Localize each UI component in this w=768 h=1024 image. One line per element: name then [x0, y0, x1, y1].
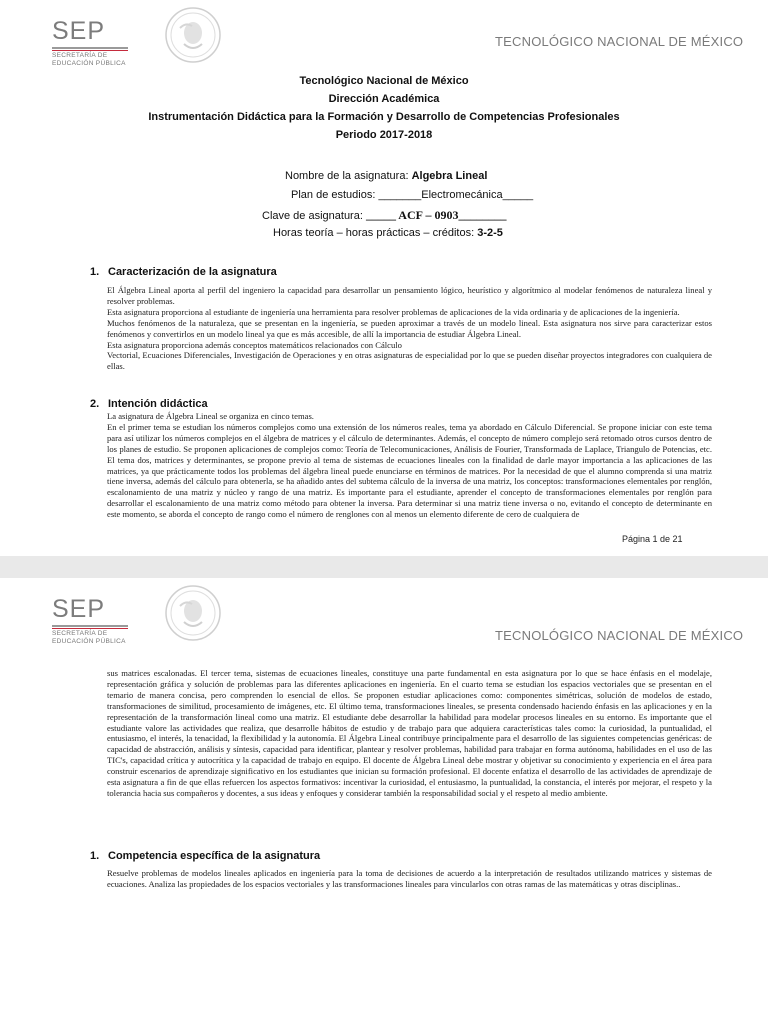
- sep-logo-subtitle: [52, 52, 126, 68]
- paragraph: Muchos fenómenos de la naturaleza, que se presentan en la ingeniería, se pueden aproximar a través de un modelo lineal. Esta asignatura nos sirve para caracterizar estos fenómenos y convertirlos en un modelo lineal ya que es más accesible, de allí la importancia de estudiar Álgebra Lineal.: [107, 317, 712, 339]
- paragraph: sus matrices escalonadas. El tercer tema, sistemas de ecuaciones lineales, constituye una parte fundamental en esta asignatura por lo que se hace énfasis en el modelaje, representación gráfica y solución de problemas para las diferentes aplicaciones en ingeniería. En el cuarto tema se estudian los espacios vectoriales que se presentan en el temario de manera concisa, pero comprenden lo esencial de ellos. Se proponen estudiar aplicaciones como: componentes simétricas, solución de modelos de estado, transformaciones de similitud, procesamiento de imágenes, etc. El último tema, transformaciones lineales, se presenta condensado haciendo énfasis en las aplicaciones y en la representación de la transformación lineal como una matriz. El estudiante debe desarrollar la habilidad para modelar procesos lineales en su entorno. Es importante que el estudiante valore las actividades que realiza, que desarrolle hábitos de estudio y de trabajo para que adquiera características tales como: la curiosidad, la puntualidad, el entusiasmo, el interés, la tenacidad, la flexibilidad y la autonomía. El Álgebra Lineal contribuye principalmente para el desarrollo de las siguientes competencias genéricas: de capacidad de abstracción, análisis y síntesis, capacidad para identificar, plantear y resolver problemas, habilidad para trabajar en forma autónoma, habilidades en el uso de las TIC's, capacidad crítica y autocrítica y la capacidad de trabajo en equipo. El docente de Álgebra Lineal debe mostrar y objetivar su conocimiento y experiencia en el área para construir escenarios de aprendizaje significativo en los estudiantes que inician su formación profesional. El docente enfatiza el desarrollo de las actividades de aprendizaje de esta asignatura a fin de que ellas refuercen los aspectos formativos: incentivar la curiosidad, el entusiasmo, la puntualidad, la constancia, el interés por mejorar, el respeto y la tolerancia hacia sus compañeros y docentes, a sus ideas y enfoques y considerar también la responsabilidad social y el respeto al medio ambiente.: [107, 668, 712, 798]
- section-heading: [90, 266, 277, 278]
- hours-field: [273, 227, 503, 239]
- sep-logo-text: SEP: [52, 17, 106, 45]
- course-key-label: Clave de asignatura:: [262, 210, 366, 222]
- section-title: Competencia específica de la asignatura: [108, 850, 321, 862]
- course-name-field: [285, 170, 487, 182]
- sep-logo-sub-2: EDUCACIÓN PÚBLICA: [52, 638, 126, 645]
- page-gap: [0, 556, 768, 578]
- sep-logo-accent-rule: [52, 50, 128, 51]
- section-body: [107, 285, 712, 372]
- title-line-4: Periodo 2017-2018: [335, 129, 433, 141]
- section-heading: [90, 850, 320, 862]
- paragraph: La asignatura de Álgebra Lineal se organiza en cinco temas.: [107, 411, 314, 421]
- page-number: Página 1 de 21: [622, 534, 683, 544]
- title-line-1: Tecnológico Nacional de México: [299, 75, 469, 87]
- institution-name: TECNOLÓGICO NACIONAL DE MÉXICO: [495, 34, 744, 49]
- section-title: Intención didáctica: [108, 398, 208, 410]
- institution-name: TECNOLÓGICO NACIONAL DE MÉXICO: [495, 628, 744, 643]
- section-heading: [90, 398, 208, 410]
- paragraph: Esta asignatura proporciona al estudiante de ingeniería una herramienta para resolver problemas de aplicaciones de la vida ordinaria y de aplicaciones de la ingeniería.: [107, 306, 680, 317]
- course-name-label: Nombre de la asignatura:: [285, 170, 412, 182]
- sep-logo-subtitle: [52, 630, 126, 646]
- paragraph: El Álgebra Lineal aporta al perfil del ingeniero la capacidad para desarrollar un pensamiento lógico, heurístico y algorítmico al modelar fenómenos de naturaleza lineal y resolver problemas.: [107, 285, 712, 306]
- section-body-continued: [107, 668, 712, 799]
- sep-logo-sub-2: EDUCACIÓN PÚBLICA: [52, 60, 126, 67]
- sep-logo-accent-rule: [52, 628, 128, 629]
- sep-logo: [52, 17, 164, 67]
- study-plan-label: Plan de estudios:: [291, 189, 379, 201]
- paragraph: Vectorial, Ecuaciones Diferenciales, Investigación de Operaciones y en otras asignaturas de especialidad por lo que se pueden diseñar proyectos integradores con cualquiera de ellas.: [107, 350, 712, 372]
- course-key-value: _____ ACF – 0903________: [365, 208, 507, 222]
- study-plan-value: _______Electromecánica_____: [378, 189, 534, 201]
- hours-label: Horas teoría – horas prácticas – créditos:: [273, 227, 478, 239]
- mexico-seal-icon: [164, 584, 222, 642]
- title-line-3: Instrumentación Didáctica para la Formación y Desarrollo de Competencias Profesionales: [148, 111, 620, 123]
- sep-logo: [52, 595, 164, 645]
- section-body: [107, 868, 712, 890]
- sep-logo-text: SEP: [52, 595, 106, 623]
- title-block: [0, 72, 768, 144]
- paragraph: Esta asignatura proporciona además conceptos matemáticos relacionados con Cálculo: [107, 339, 402, 350]
- mexico-seal-icon: [164, 6, 222, 64]
- sep-logo-sub-1: SECRETARÍA DE: [52, 52, 108, 59]
- section-body: [107, 411, 712, 531]
- paragraph: Resuelve problemas de modelos lineales aplicados en ingeniería para la toma de decisiones de acuerdo a la interpretación de resultados utilizando matrices y sistemas de ecuaciones. Analiza las propiedades de los espacios vectoriales y las transformaciones lineales para vincularlos con otras ramas de las matemáticas y otras disciplinas..: [107, 868, 712, 889]
- page-header: [0, 0, 768, 72]
- sep-logo-rule: [52, 47, 128, 49]
- sep-logo-sub-1: SECRETARÍA DE: [52, 630, 108, 637]
- title-line-2: Dirección Académica: [328, 93, 440, 105]
- section-number: 2.: [90, 398, 100, 410]
- document-page-2: [0, 578, 768, 1024]
- hours-value: 3-2-5: [477, 227, 503, 239]
- page-header: [0, 578, 768, 650]
- section-number: 1.: [90, 266, 100, 278]
- course-key-field: [262, 208, 507, 223]
- study-plan-field: [291, 189, 533, 201]
- section-number: 1.: [90, 850, 100, 862]
- sep-logo-rule: [52, 625, 128, 627]
- course-name-value: Algebra Lineal: [411, 170, 488, 182]
- paragraph: En el primer tema se estudian los números complejos como una extensión de los números reales, tema ya abordado en Cálculo Diferencial. Se propone iniciar con este tema para así utilizar los números complejos en el álgebra de matrices y el cálculo de determinantes. Además, el concepto de número complejo será retomado otros cursos dentro de los planes de estudio. Se proponen aplicaciones de complejos como: Teoría de Telecomunicaciones, Análisis de Fourier, Transformada de Laplace, Triangulo de Potencias, etc. El tema dos, matrices y determinantes, se propone previo al tema de sistemas de ecuaciones lineales con la finalidad de darle mayor importancia a las aplicaciones de las matrices, ya que prácticamente todos los problemas del álgebra lineal puede enunciarse en términos de matrices. Por la necesidad de que el alumno comprenda si una matriz tiene inversa, además del cálculo para obtenerla, se ha añadido antes del subtema cálculo de la inversa de una matriz, los conceptos: transformaciones elementales por renglón, escalonamiento de una matriz y núcleo y rango de una matriz. Es importante para el estudiante, aprender el concepto de transformaciones elementales por renglón para desarrollar el escalonamiento de una matriz como método para obtener la inversa. Para determinar si una matriz tiene inversa o no, evitando el concepto de determinante en este momento, se aborda el concepto de rango como el número de renglones con al menos un elemento diferente de cero de cualquiera de: [107, 421, 712, 520]
- section-title: Caracterización de la asignatura: [108, 266, 277, 278]
